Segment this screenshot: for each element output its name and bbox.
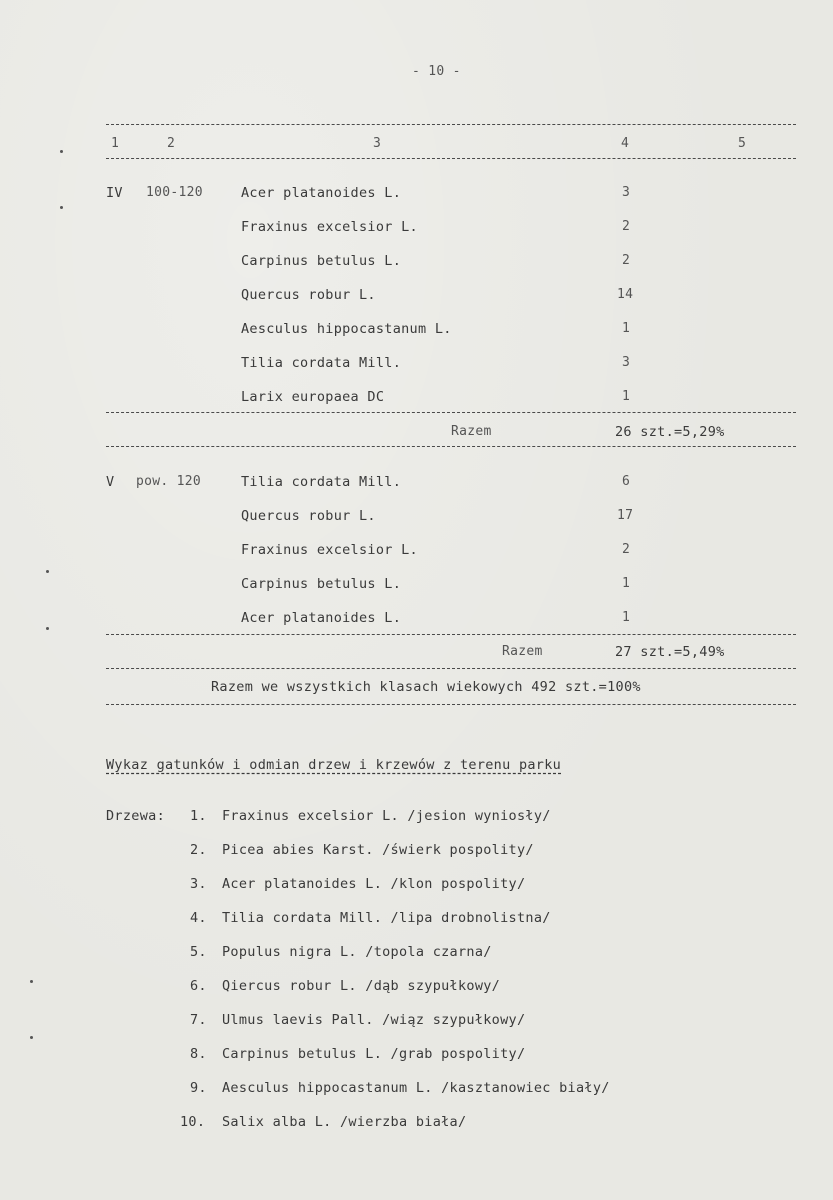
tree-count: 3	[622, 185, 631, 200]
item-number: 7.	[190, 1012, 207, 1028]
col-header-5: 5	[738, 136, 747, 151]
item-number: 10.	[180, 1114, 206, 1130]
item-text: Salix alba L. /wierzba biała/	[222, 1114, 467, 1130]
subtotal-label: Razem	[502, 644, 543, 659]
species-name: Larix europaea DC	[241, 389, 385, 405]
subtotal-value: 27 szt.=5,49%	[615, 644, 725, 660]
subtotal-value: 26 szt.=5,29%	[615, 424, 725, 440]
item-number: 4.	[190, 910, 207, 926]
item-number: 3.	[190, 876, 207, 892]
subtotal-top-rule	[106, 412, 796, 413]
item-text: Tilia cordata Mill. /lipa drobnolistna/	[222, 910, 551, 926]
col-header-4: 4	[621, 136, 630, 151]
species-name: Acer platanoides L.	[241, 610, 402, 626]
item-text: Aesculus hippocastanum L. /kasztanowiec biały/	[222, 1080, 610, 1096]
species-name: Quercus robur L.	[241, 508, 376, 524]
subtotal-label: Razem	[451, 424, 492, 439]
tree-count: 14	[617, 287, 634, 302]
item-text: Carpinus betulus L. /grab pospolity/	[222, 1046, 526, 1062]
species-name: Tilia cordata Mill.	[241, 355, 402, 371]
col-header-1: 1	[111, 136, 120, 151]
header-bottom-rule	[106, 158, 796, 159]
col-header-3: 3	[373, 136, 382, 151]
margin-speck	[46, 570, 49, 573]
item-text: Fraxinus excelsior L. /jesion wyniosły/	[222, 808, 551, 824]
item-number: 9.	[190, 1080, 207, 1096]
item-text: Picea abies Karst. /świerk pospolity/	[222, 842, 534, 858]
grand-total: Razem we wszystkich klasach wiekowych 492 szt.=100%	[211, 679, 641, 695]
tree-count: 1	[622, 389, 631, 404]
age-range: 100-120	[146, 185, 203, 200]
table-top-rule	[106, 124, 796, 125]
subtotal-bottom-rule	[106, 668, 796, 669]
age-class: V	[106, 474, 115, 490]
list-title: Wykaz gatunków i odmian drzew i krzewów z terenu parku	[106, 757, 562, 773]
item-number: 6.	[190, 978, 207, 994]
species-name: Fraxinus excelsior L.	[241, 219, 418, 235]
species-name: Tilia cordata Mill.	[241, 474, 402, 490]
tree-count: 1	[622, 321, 631, 336]
tree-count: 2	[622, 253, 631, 268]
subtotal-top-rule	[106, 634, 796, 635]
species-name: Fraxinus excelsior L.	[241, 542, 418, 558]
item-number: 5.	[190, 944, 207, 960]
item-text: Ulmus laevis Pall. /wiąz szypułkowy/	[222, 1012, 526, 1028]
species-name: Quercus robur L.	[241, 287, 376, 303]
tree-count: 17	[617, 508, 634, 523]
margin-speck	[60, 150, 63, 153]
tree-count: 6	[622, 474, 631, 489]
item-text: Acer platanoides L. /klon pospolity/	[222, 876, 526, 892]
tree-count: 3	[622, 355, 631, 370]
item-text: Populus nigra L. /topola czarna/	[222, 944, 492, 960]
species-name: Aesculus hippocastanum L.	[241, 321, 452, 337]
age-range: pow. 120	[136, 474, 202, 489]
tree-count: 1	[622, 576, 631, 591]
species-name: Acer platanoides L.	[241, 185, 402, 201]
margin-speck	[60, 206, 63, 209]
margin-speck	[46, 627, 49, 630]
margin-speck	[30, 980, 33, 983]
age-class: IV	[106, 185, 123, 201]
page-number: - 10 -	[412, 64, 461, 79]
margin-speck	[30, 1036, 33, 1039]
tree-count: 2	[622, 219, 631, 234]
grand-total-rule	[106, 704, 796, 705]
item-number: 2.	[190, 842, 207, 858]
item-number: 1.	[190, 808, 207, 824]
list-prefix: Drzewa:	[106, 808, 165, 824]
tree-count: 2	[622, 542, 631, 557]
tree-count: 1	[622, 610, 631, 625]
species-name: Carpinus betulus L.	[241, 576, 402, 592]
item-text: Qiercus robur L. /dąb szypułkowy/	[222, 978, 501, 994]
col-header-2: 2	[167, 136, 176, 151]
item-number: 8.	[190, 1046, 207, 1062]
species-name: Carpinus betulus L.	[241, 253, 402, 269]
subtotal-bottom-rule	[106, 446, 796, 447]
